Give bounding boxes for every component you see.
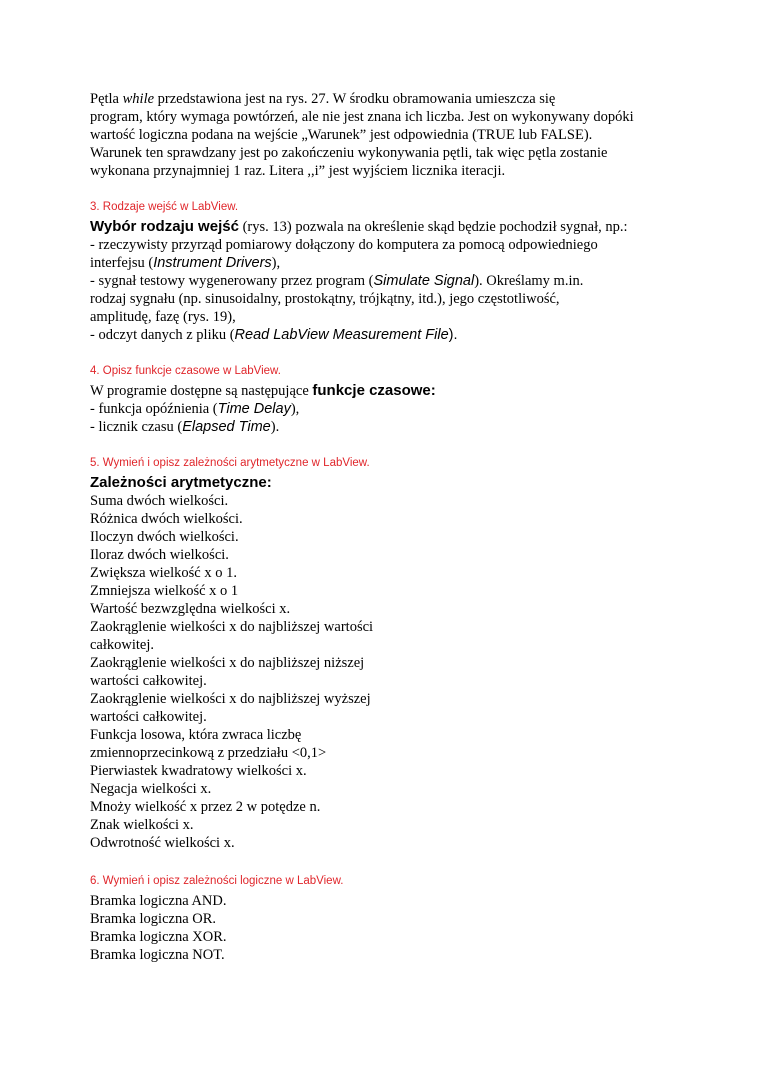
section-3-body: [90, 218, 680, 344]
section-3-line: - rzeczywisty przyrząd pomiarowy dołączony do komputera za pomocą odpowiedniego: [90, 237, 598, 253]
section-6-heading: 6. Wymień i opisz zależności logiczne w LabView.: [90, 875, 344, 887]
section-3-line: interfejsu (Instrument Drivers),: [90, 255, 281, 271]
section-5-heading: 5. Wymień i opisz zależności arytmetyczne w LabView.: [90, 457, 370, 469]
section-3-line: rodzaj sygnału (np. sinusoidalny, prostokątny, trójkątny, itd.), jego częstotliwość,: [90, 291, 560, 307]
section-4-line: - licznik czasu (Elapsed Time).: [90, 419, 280, 435]
arithmetic-item: Odwrotność wielkości x.: [90, 835, 235, 851]
section-4-body: [90, 382, 680, 436]
arithmetic-item: wartości całkowitej.: [90, 709, 207, 725]
arithmetic-item: Suma dwóch wielkości.: [90, 493, 229, 509]
arithmetic-item: wartości całkowitej.: [90, 673, 207, 689]
intro-line: program, który wymaga powtórzeń, ale nie jest znana ich liczba. Jest on wykonywany dopóki: [90, 109, 634, 125]
section-3-line: Wybór rodzaju wejść (rys. 13) pozwala na określenie skąd będzie pochodził sygnał, np.:: [90, 218, 628, 235]
arithmetic-item: Wartość bezwzględna wielkości x.: [90, 601, 291, 617]
arithmetic-item: Mnoży wielkość x przez 2 w potędze n.: [90, 799, 321, 815]
arithmetic-item: Iloczyn dwóch wielkości.: [90, 529, 239, 545]
arithmetic-item: Zaokrąglenie wielkości x do najbliższej niższej: [90, 655, 365, 671]
logic-item: Bramka logiczna OR.: [90, 911, 217, 927]
arithmetic-item: zmiennoprzecinkową z przedziału <0,1>: [90, 745, 327, 761]
arithmetic-item: Negacja wielkości x.: [90, 781, 212, 797]
arithmetic-item: Zmniejsza wielkość x o 1: [90, 583, 239, 599]
page-content: [90, 90, 680, 964]
intro-line: wykonana przynajmniej 1 raz. Litera ,,i” jest wyjściem licznika iteracji.: [90, 163, 506, 179]
section-3-line: - sygnał testowy wygenerowany przez program (Simulate Signal). Określamy m.in.: [90, 273, 584, 289]
while-keyword: while: [122, 91, 155, 107]
intro-line: Warunek ten sprawdzany jest po zakończeniu wykonywania pętli, tak więc pętla zostanie: [90, 145, 608, 161]
section-3-line: amplitudę, fazę (rys. 19),: [90, 309, 236, 325]
intro-line: wartość logiczna podana na wejście „Warunek” jest odpowiednia (TRUE lub FALSE).: [90, 127, 593, 143]
arithmetic-list: [90, 492, 680, 852]
arithmetic-item: Iloraz dwóch wielkości.: [90, 547, 229, 563]
logic-item: Bramka logiczna AND.: [90, 893, 227, 909]
arithmetic-item: Zwiększa wielkość x o 1.: [90, 565, 237, 581]
intro-paragraph: [90, 90, 680, 180]
section-4-line: W programie dostępne są następujące funkcje czasowe:: [90, 382, 436, 399]
section-5-subtitle: Zależności arytmetyczne:: [90, 474, 272, 491]
arithmetic-item: Funkcja losowa, która zwraca liczbę: [90, 727, 302, 743]
section-4-line: - funkcja opóźnienia (Time Delay),: [90, 401, 300, 417]
arithmetic-item: Zaokrąglenie wielkości x do najbliższej wartości: [90, 619, 374, 635]
intro-line: Pętla while przedstawiona jest na rys. 27. W środku obramowania umieszcza się: [90, 91, 556, 107]
logic-item: Bramka logiczna XOR.: [90, 929, 227, 945]
arithmetic-item: całkowitej.: [90, 637, 155, 653]
arithmetic-item: Pierwiastek kwadratowy wielkości x.: [90, 763, 307, 779]
section-4-heading: 4. Opisz funkcje czasowe w LabView.: [90, 365, 281, 377]
logic-item: Bramka logiczna NOT.: [90, 947, 225, 963]
arithmetic-item: Zaokrąglenie wielkości x do najbliższej wyższej: [90, 691, 371, 707]
logic-list: [90, 892, 680, 964]
section-3-heading: 3. Rodzaje wejść w LabView.: [90, 201, 239, 213]
arithmetic-item: Różnica dwóch wielkości.: [90, 511, 243, 527]
arithmetic-item: Znak wielkości x.: [90, 817, 194, 833]
section-3-line: - odczyt danych z pliku (Read LabView Measurement File).: [90, 327, 458, 343]
